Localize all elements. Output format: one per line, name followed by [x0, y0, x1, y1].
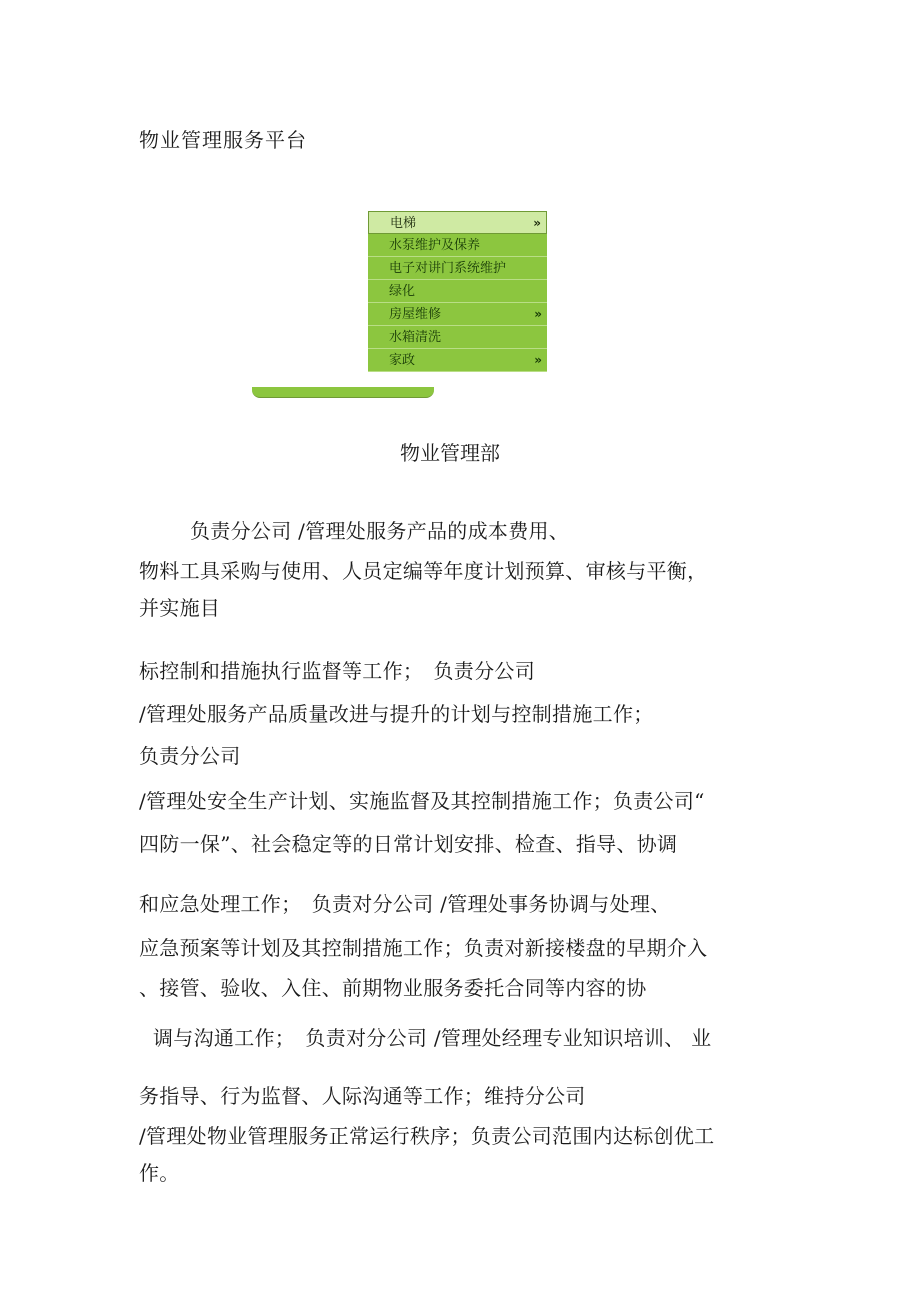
menu-item-pump-maintenance[interactable] — [368, 234, 547, 257]
figure-caption: 物业管理部 — [400, 441, 500, 465]
menu-item-greening[interactable] — [368, 280, 547, 303]
body-line: 务指导、行为监督、人际沟通等工作；维持分公司 — [139, 1084, 586, 1108]
body-line: 和应急处理工作； 负责对分公司 /管理处事务协调与处理、 — [139, 892, 671, 916]
menu-item-label: 家政 — [389, 353, 416, 368]
body-line: 并实施目 — [139, 596, 221, 620]
menu-item-elevator[interactable] — [368, 211, 547, 234]
body-line: /管理处服务产品质量改进与提升的计划与控制措施工作； — [139, 702, 654, 726]
body-line: 负责分公司 — [139, 744, 241, 768]
service-menu — [368, 211, 547, 372]
body-line: 作。 — [139, 1161, 180, 1185]
menu-item-label: 绿化 — [389, 284, 416, 299]
submenu-arrow-icon: » — [533, 216, 541, 230]
body-line: 四防一保”、社会稳定等的日常计划安排、检查、指导、协调 — [139, 832, 678, 856]
page-title: 物业管理服务平台 — [139, 128, 307, 152]
submenu-arrow-icon: » — [534, 353, 542, 367]
menu-item-label: 房屋维修 — [389, 307, 442, 322]
body-line: /管理处安全生产计划、实施监督及其控制措施工作；负责公司“ — [139, 789, 705, 813]
menu-item-label: 电梯 — [390, 216, 417, 231]
body-line: 负责分公司 /管理处服务产品的成本费用、 — [190, 519, 570, 543]
submenu-arrow-icon: » — [534, 307, 542, 321]
menu-item-tank-cleaning[interactable] — [368, 326, 547, 349]
body-line: /管理处物业管理服务正常运行秩序；负责公司范围内达标创优工 — [139, 1124, 715, 1148]
menu-item-intercom-maintenance[interactable] — [368, 257, 547, 280]
body-line: 、接管、验收、入住、前期物业服务委托合同等内容的协 — [139, 976, 647, 1000]
menu-item-housekeeping[interactable] — [368, 349, 547, 372]
menu-item-label: 水箱清洗 — [389, 330, 442, 345]
menu-item-house-repair[interactable] — [368, 303, 547, 326]
menu-item-label: 电子对讲门系统维护 — [389, 261, 507, 276]
menu-tab-bar[interactable] — [252, 387, 434, 398]
menu-item-label: 水泵维护及保养 — [389, 238, 481, 253]
body-line: 调与沟通工作； 负责对分公司 /管理处经理专业知识培训、 业 — [153, 1026, 712, 1050]
body-line: 物料工具采购与使用、人员定编等年度计划预算、审核与平衡， — [139, 559, 708, 583]
body-line: 应急预案等计划及其控制措施工作；负责对新接楼盘的早期介入 — [139, 936, 708, 960]
body-line: 标控制和措施执行监督等工作； 负责分公司 — [139, 659, 535, 683]
